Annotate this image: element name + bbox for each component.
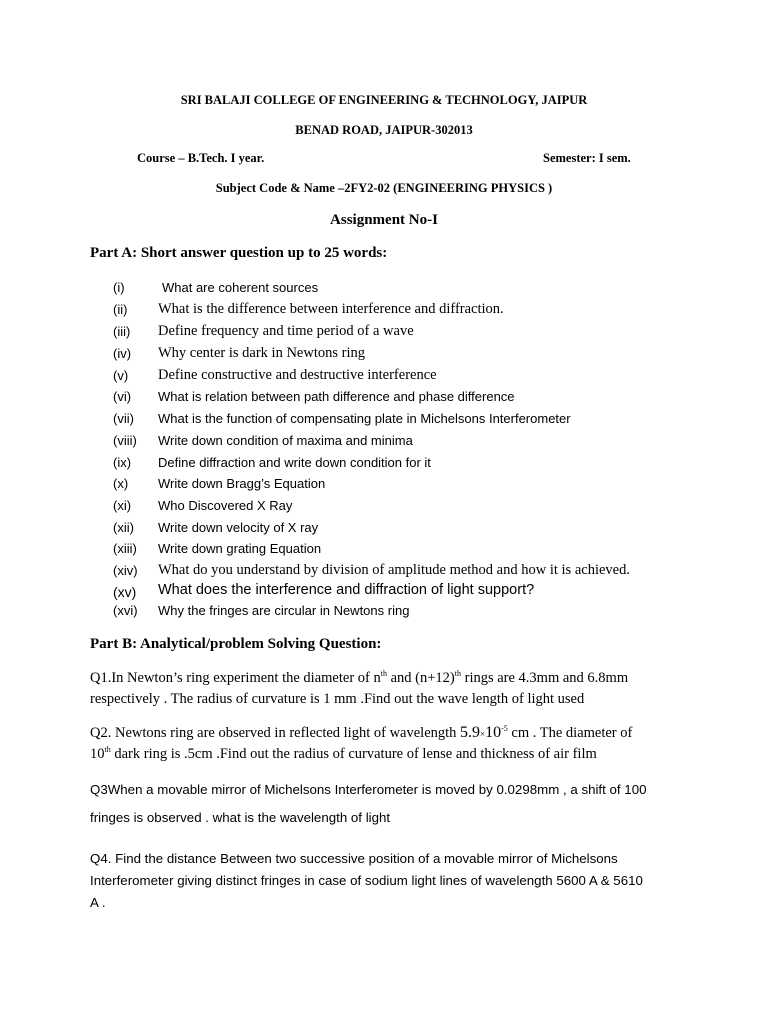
q2-line-1: Q2. Newtons ring are observed in reflected light of wavelength $5.9\times 10^{-5}$ cm . The diameter of [90, 724, 633, 741]
item-number: (viii) [113, 433, 137, 448]
item-number: (iv) [113, 346, 132, 361]
semester-label: Semester: I sem. [543, 151, 631, 165]
item-number: (xii) [113, 520, 134, 535]
q1-line-1: Q1.In Newton’s ring experiment the diameter of $n^{th}$ and $(n+12)^{th}$ rings are 4.3mm and 6.8mm [90, 669, 629, 686]
item-number: (v) [113, 368, 129, 383]
item-text: What do you understand by division of amplitude method and how it is achieved. [158, 562, 630, 578]
item-number: (xiii) [113, 541, 137, 556]
subject-label: Subject Code & Name –2FY2-02 (ENGINEERING PHYSICS ) [215, 181, 553, 195]
course-label: Course – B.Tech. I year. [137, 151, 265, 165]
item-text: Define diffraction and write down condition for it [158, 455, 431, 470]
item-text: Why center is dark in Newtons ring [158, 345, 365, 361]
item-text: What is relation between path difference and phase difference [158, 389, 515, 404]
q1-line-2: respectively . The radius of curvature is 1 mm .Find out the wave length of light used [90, 691, 585, 707]
college-address: BENAD ROAD, JAIPUR-302013 [295, 123, 473, 137]
q4-line-1: Q4. Find the distance Between two successive position of a movable mirror of Michelsons [90, 851, 618, 866]
item-number: (xi) [113, 498, 132, 513]
item-number: (xv) [113, 584, 137, 600]
q4-line-3: A . [90, 895, 106, 910]
part-b-title: Part B: Analytical/problem Solving Question: [90, 636, 382, 652]
item-number: (vii) [113, 411, 134, 426]
item-text: Write down grating Equation [158, 541, 322, 556]
assignment-title: Assignment No-I [330, 212, 438, 228]
item-number: (xiv) [113, 563, 138, 578]
item-number: (x) [113, 476, 129, 491]
item-number: (iii) [113, 324, 131, 339]
item-text: Why the fringes are circular in Newtons ring [158, 603, 410, 618]
item-number: (ix) [113, 455, 132, 470]
item-text: Write down condition of maxima and minima [158, 433, 413, 448]
item-text: What does the interference and diffraction of light support? [158, 582, 535, 598]
item-text: Define frequency and time period of a wave [158, 323, 414, 339]
q3-line-2: fringes is observed . what is the wavelength of light [90, 810, 391, 825]
q3-line-1: Q3When a movable mirror of Michelsons Interferometer is moved by 0.0298mm , a shift of 100 [90, 782, 647, 797]
college-name: SRI BALAJI COLLEGE OF ENGINEERING & TECHNOLOGY, JAIPUR [180, 93, 588, 107]
item-text: What is the difference between interference and diffraction. [158, 301, 504, 317]
item-number: (xvi) [113, 603, 138, 618]
q2-line-2: 10th dark ring is .5cm .Find out the radius of curvature of lense and thickness of air film [90, 745, 597, 762]
q4-line-2: Interferometer giving distinct fringes in case of sodium light lines of wavelength 5600 A & 5610 [90, 873, 643, 888]
item-text: What is the function of compensating plate in Michelsons Interferometer [158, 411, 571, 426]
item-number: (vi) [113, 389, 132, 404]
item-number: (ii) [113, 302, 128, 317]
item-text: Write down velocity of X ray [158, 520, 319, 535]
part-a-title: Part A: Short answer question up to 25 words: [90, 245, 388, 261]
item-text: Who Discovered X Ray [158, 498, 293, 513]
item-text: Write down Bragg’s Equation [158, 476, 326, 491]
item-text: Define constructive and destructive interference [158, 367, 437, 383]
item-text: What are coherent sources [162, 280, 319, 295]
item-number: (i) [113, 280, 125, 295]
